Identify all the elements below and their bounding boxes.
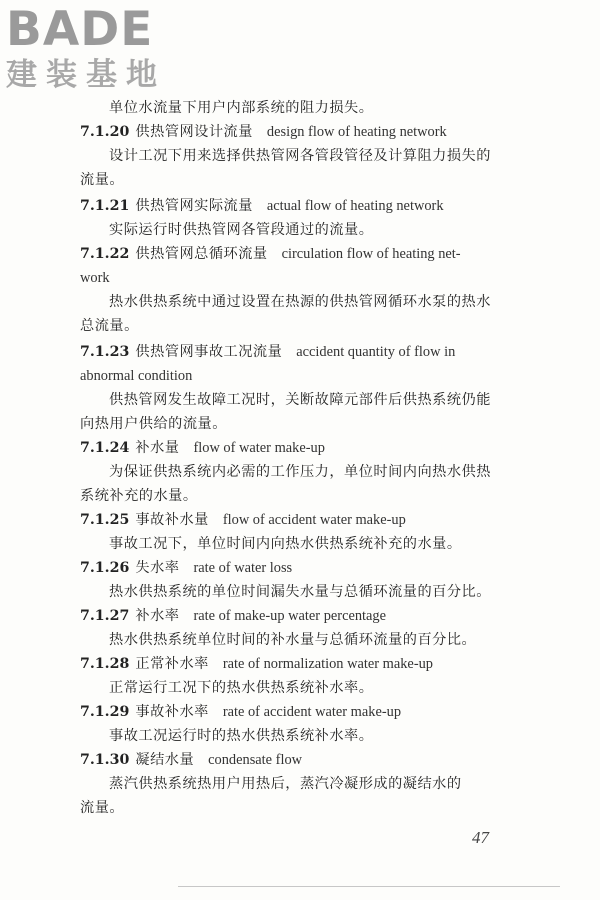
term-number: 7.1.23 [80, 344, 130, 360]
logo-subtitle: 建装基地 [6, 57, 166, 93]
term-number: 7.1.26 [80, 560, 130, 576]
term-number: 7.1.28 [80, 656, 130, 672]
body-line: 蒸汽供热系统热用户用热后，蒸汽冷凝形成的凝结水的 [109, 776, 462, 792]
body-line: 正常运行工况下的热水供热系统补水率。 [109, 680, 374, 696]
term-english-cont: work [80, 270, 110, 286]
term-heading [80, 436, 325, 460]
term-heading [80, 508, 406, 532]
body-line: 事故工况运行时的热水供热系统补水率。 [109, 728, 374, 744]
term-heading [80, 242, 461, 266]
term-english: flow of water make-up [193, 440, 325, 456]
body-line: 热水供热系统的单位时间漏失水量与总循环流量的百分比。 [109, 584, 491, 600]
term-number: 7.1.29 [80, 704, 130, 720]
term-english: accident quantity of flow in [296, 344, 456, 360]
body-line: 实际运行时供热管网各管段通过的流量。 [109, 222, 374, 238]
term-english: circulation flow of heating net- [281, 246, 461, 262]
body-line: 总流量。 [80, 318, 139, 334]
term-english: design flow of heating network [266, 124, 447, 140]
body-line: 供热管网发生故障工况时，关断故障元部件后供热系统仍能 [109, 392, 491, 408]
term-number: 7.1.21 [80, 198, 130, 214]
body-line: 设计工况下用来选择供热管网各管段管径及计算阻力损失的 [109, 148, 491, 164]
term-chinese: 补水率 [135, 608, 180, 624]
term-heading [80, 700, 401, 724]
term-number: 7.1.22 [80, 246, 130, 262]
body-line: 为保证供热系统内必需的工作压力，单位时间内向热水供热 [109, 464, 491, 480]
body-line: 单位水流量下用户内部系统的阻力损失。 [109, 100, 374, 116]
term-heading [80, 556, 292, 580]
term-heading [80, 194, 444, 218]
body-line: 热水供热系统中通过设置在热源的供热管网循环水泵的热水 [109, 294, 491, 310]
term-heading [80, 120, 447, 144]
term-english-cont: abnormal condition [80, 368, 193, 384]
term-chinese: 供热管网事故工况流量 [135, 344, 283, 360]
term-chinese: 供热管网实际流量 [135, 198, 253, 214]
term-english: actual flow of heating network [266, 198, 444, 214]
page-number: 47 [472, 828, 489, 847]
term-heading [80, 604, 386, 628]
term-english: rate of make-up water percentage [193, 608, 387, 624]
body-line: 流量。 [80, 172, 125, 188]
term-english: rate of accident water make-up [222, 704, 402, 720]
body-line: 热水供热系统单位时间的补水量与总循环流量的百分比。 [109, 632, 477, 648]
bade-logo [6, 4, 181, 92]
term-chinese: 供热管网总循环流量 [135, 246, 268, 262]
term-chinese: 失水率 [135, 560, 180, 576]
body-line: 流量。 [80, 800, 125, 816]
term-heading [80, 748, 302, 772]
term-number: 7.1.30 [80, 752, 130, 768]
term-heading [80, 340, 455, 364]
body-line: 系统补充的水量。 [80, 488, 198, 504]
bottom-rule [178, 886, 560, 887]
term-number: 7.1.27 [80, 608, 130, 624]
term-english: condensate flow [208, 752, 303, 768]
term-chinese: 事故补水量 [135, 512, 209, 528]
term-heading [80, 652, 433, 676]
body-line: 向热用户供给的流量。 [80, 416, 227, 432]
body-line: 事故工况下，单位时间内向热水供热系统补充的水量。 [109, 536, 462, 552]
term-chinese: 事故补水率 [135, 704, 209, 720]
term-number: 7.1.24 [80, 440, 130, 456]
term-english: rate of water loss [193, 560, 293, 576]
term-chinese: 正常补水率 [135, 656, 209, 672]
term-english: flow of accident water make-up [222, 512, 406, 528]
term-english: rate of normalization water make-up [222, 656, 433, 672]
term-chinese: 补水量 [135, 440, 180, 456]
logo-wordmark: BADE [6, 2, 154, 57]
term-chinese: 供热管网设计流量 [135, 124, 253, 140]
term-number: 7.1.20 [80, 124, 130, 140]
term-chinese: 凝结水量 [135, 752, 195, 768]
term-number: 7.1.25 [80, 512, 130, 528]
